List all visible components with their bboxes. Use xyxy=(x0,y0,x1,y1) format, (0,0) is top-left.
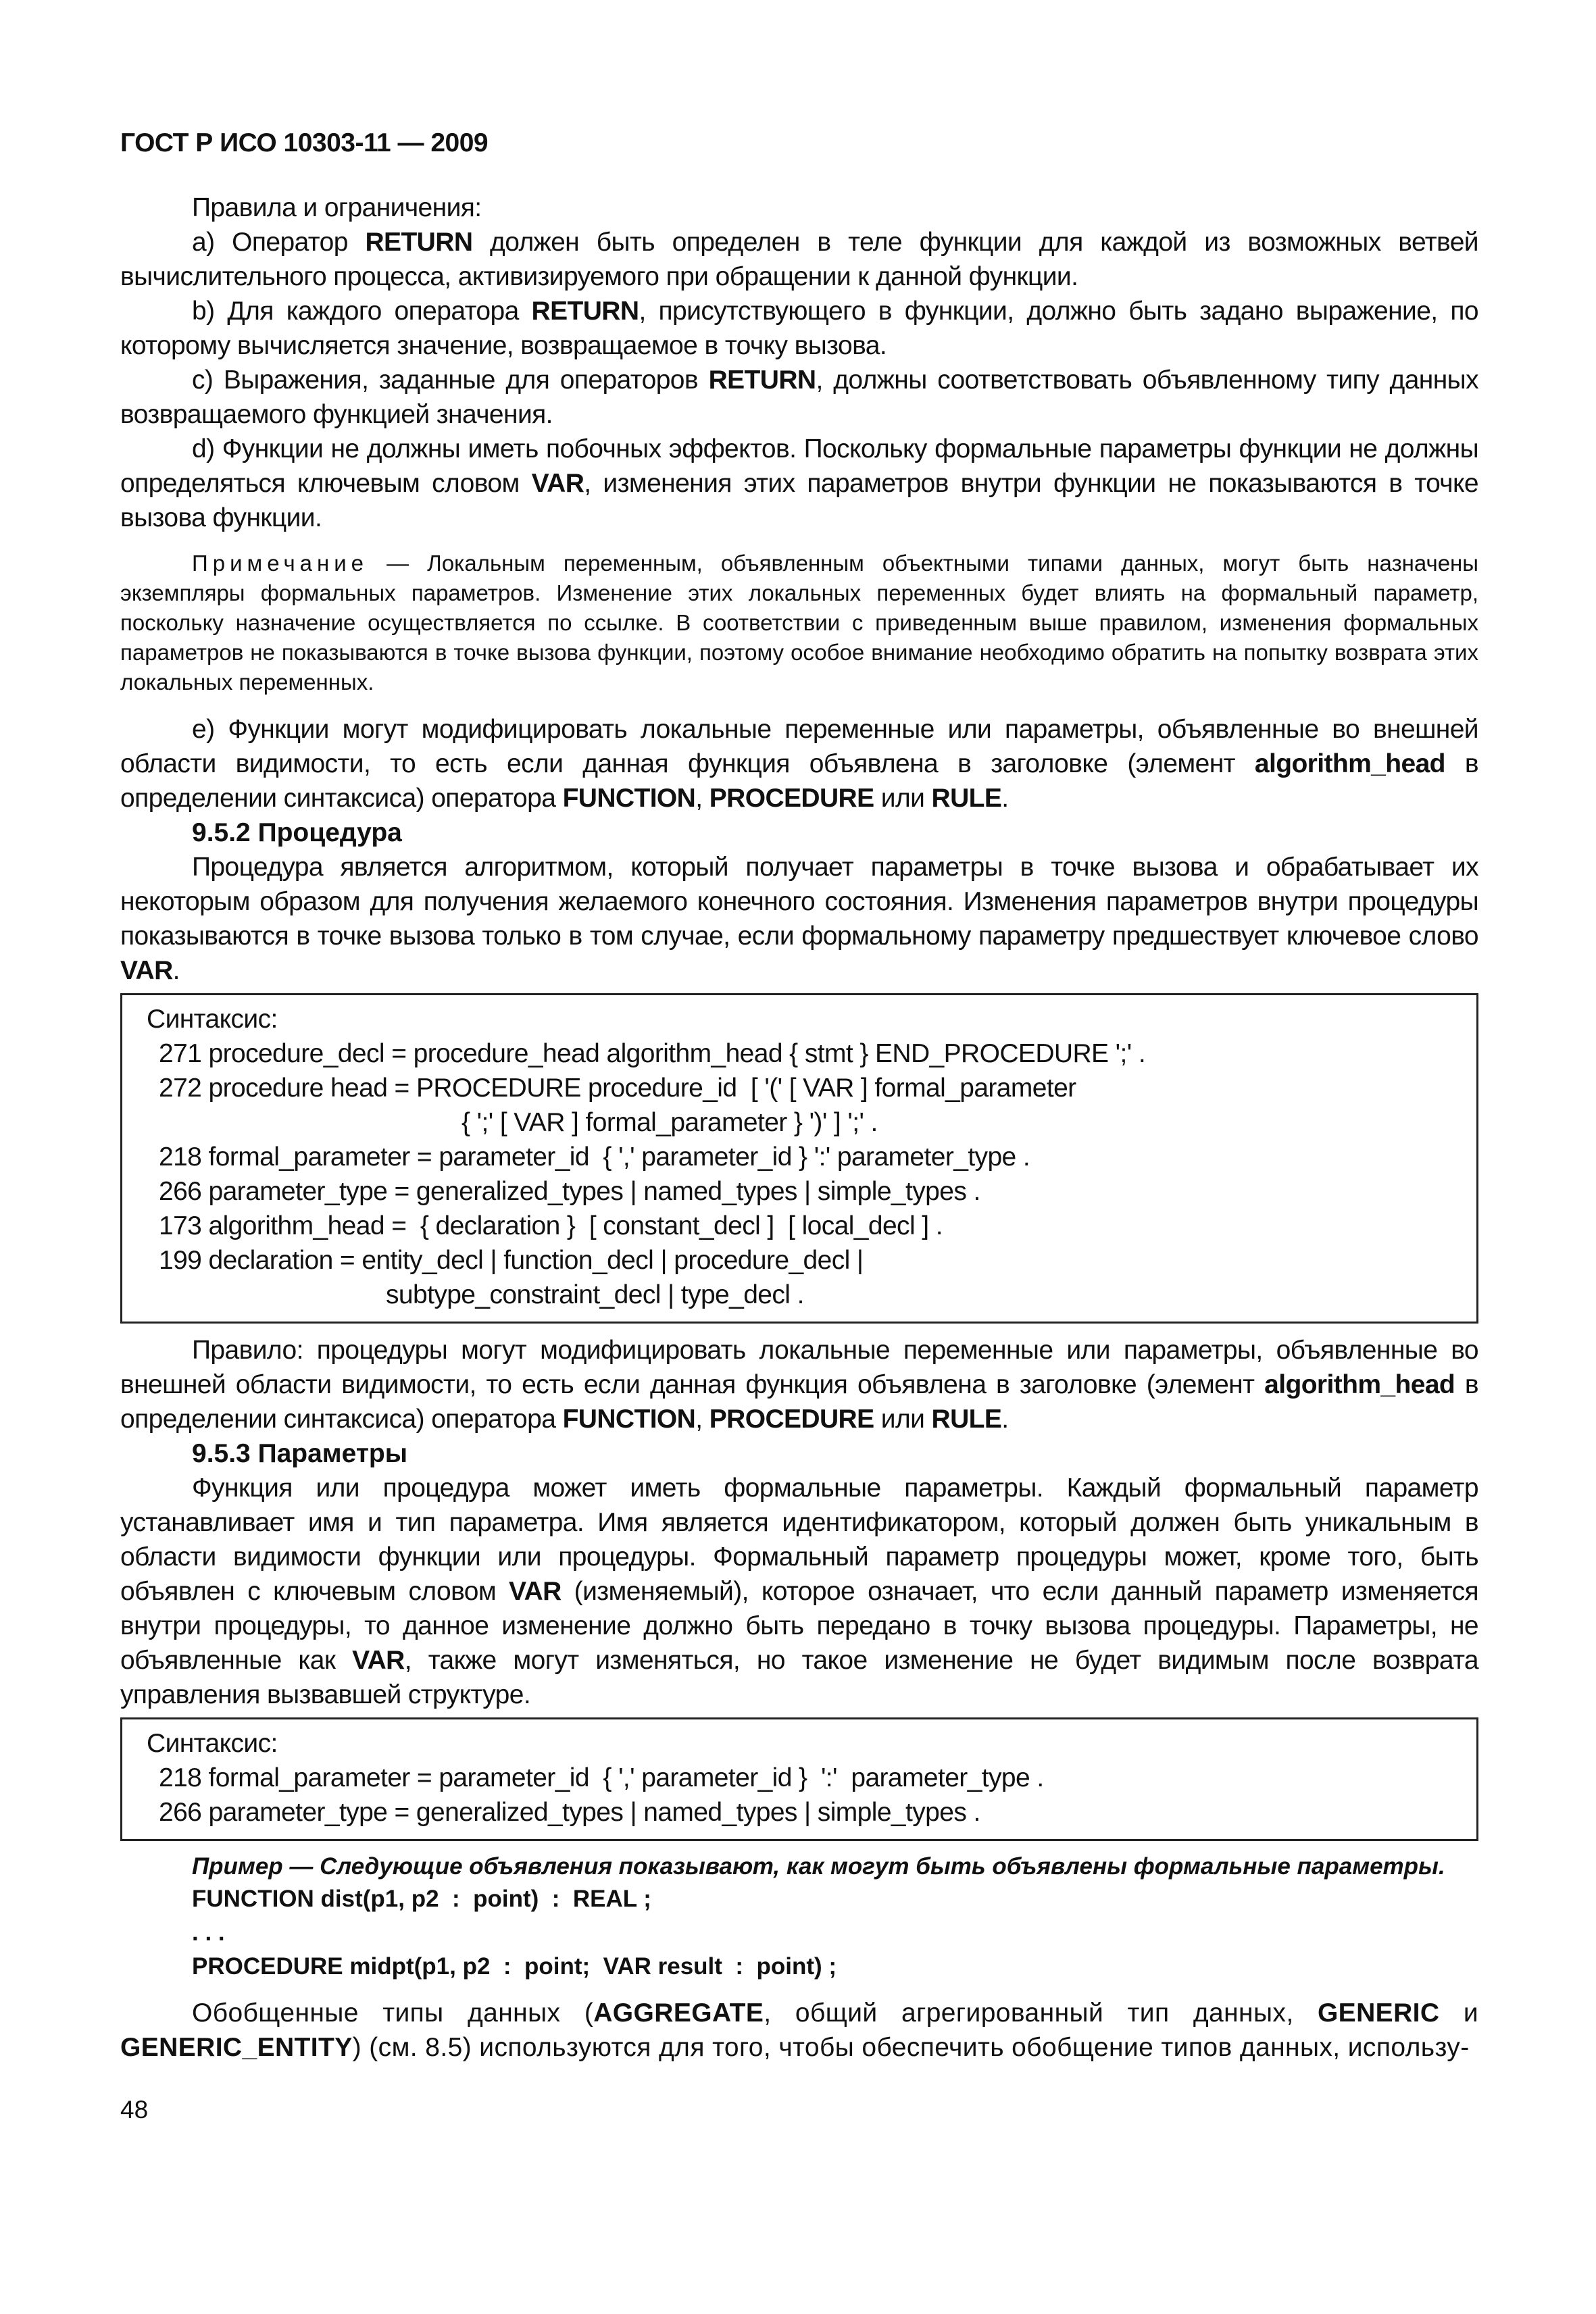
syntax-line: 272 procedure head = PROCEDURE procedure_id [ '(' [ VAR ] formal_parameter xyxy=(159,1074,1076,1103)
keyword-var: VAR xyxy=(352,1646,405,1675)
code-line: . . . xyxy=(192,1919,225,1946)
text-run: , изменения этих параметров внутри функции не показываются в точке вызова функции. xyxy=(120,469,1479,532)
note-paragraph xyxy=(120,549,1478,697)
syntax-line: 173 algorithm_head = { declaration } [ constant_decl ] [ local_decl ] . xyxy=(159,1211,943,1240)
section-heading-9-5-3: 9.5.3 Параметры xyxy=(192,1439,408,1468)
syntax-title: Синтаксис: xyxy=(147,1729,278,1758)
text-run: , также могут изменяться, но такое изменение не будет видимым после возврата управления вызвавшей структуре. xyxy=(120,1646,1479,1709)
text-run: d) Функции не должны иметь побочных эффектов. Поскольку формальные параметры функции не должны определяться ключевым словом xyxy=(120,434,1478,498)
generic-types-paragraph xyxy=(120,1996,1478,2065)
syntax-title: Синтаксис: xyxy=(147,1005,278,1034)
text-run: . xyxy=(1001,784,1009,813)
keyword: GENERIC xyxy=(1317,1998,1440,2028)
document-header: ГОСТ Р ИСО 10303-11 — 2009 xyxy=(120,128,489,157)
code-line: PROCEDURE midpt(p1, p2 : point; VAR result : point) ; xyxy=(192,1953,837,1980)
text-run: , общий агрегированный тип данных, xyxy=(764,1998,1318,2028)
text-run: должен быть определен в теле функции для каждой из возможных ветвей вычислительного процесса, активизируемого при обращении к данной функции. xyxy=(120,228,1478,291)
text-run: в определении синтаксиса) оператора xyxy=(120,749,1479,813)
page-content xyxy=(120,128,1478,2065)
keyword-return: RETURN xyxy=(531,297,639,326)
syntax-box-procedure xyxy=(120,993,1478,1324)
rule-d xyxy=(120,432,1478,535)
syntax-line: 218 formal_parameter = parameter_id { ',' parameter_id } ':' parameter_type . xyxy=(159,1142,1030,1172)
text-run: в определении синтаксиса) оператора xyxy=(120,1370,1479,1434)
text-run: ) (см. 8.5) используются для того, чтобы обеспечить обобщение типов данных, использу- xyxy=(352,2033,1470,2062)
text-run: и xyxy=(1439,1998,1479,2028)
keyword-var: VAR xyxy=(509,1577,562,1606)
text-run: Правило: процедуры могут модифицировать локальные переменные или параметры, объявленные во внешней области видимости, то есть если данная функция объявлена в заголовке (элемент xyxy=(120,1336,1478,1399)
keyword: RULE xyxy=(931,1405,1002,1434)
text-run: (изменяемый), которое означает, что если данный параметр изменяется внутри процедуры, то данное изменение должно быть передано в точку вызова процедуры. Параметры, не объявленные как xyxy=(120,1577,1478,1675)
syntax-line: { ';' [ VAR ] formal_parameter } ')' ] ';' . xyxy=(462,1108,878,1137)
keyword: AGGREGATE xyxy=(593,1998,764,2028)
syntax-line: 266 parameter_type = generalized_types | named_types | simple_types . xyxy=(159,1798,980,1827)
syntax-line: 266 parameter_type = generalized_types | named_types | simple_types . xyxy=(159,1177,980,1206)
rule-e xyxy=(120,712,1478,815)
code-line: FUNCTION dist(p1, p2 : point) : REAL ; xyxy=(192,1886,651,1912)
section-953-body xyxy=(120,1471,1478,1712)
keyword: algorithm_head xyxy=(1264,1370,1455,1399)
rule-a xyxy=(120,225,1478,294)
text-run: Обобщенные типы данных ( xyxy=(192,1998,594,2028)
text-run: a) Оператор xyxy=(192,228,366,257)
syntax-line: subtype_constraint_decl | type_decl . xyxy=(386,1280,804,1309)
keyword-var: VAR xyxy=(531,469,584,498)
rule-b xyxy=(120,294,1478,363)
syntax-line: 271 procedure_decl = procedure_head algorithm_head { stmt } END_PROCEDURE ';' . xyxy=(159,1039,1146,1068)
keyword: FUNCTION xyxy=(562,784,696,813)
text-run: c) Выражения, заданные для операторов xyxy=(192,366,709,395)
text-run: b) Для каждого оператора xyxy=(192,297,532,326)
syntax-line: 218 formal_parameter = parameter_id { ',' parameter_id } ':' parameter_type . xyxy=(159,1763,1044,1792)
page-number: 48 xyxy=(120,2096,149,2123)
text-run: Функция или процедура может иметь формальные параметры. Каждый формальный параметр устанавливает имя и тип параметра. Имя является идентификатором, который должен быть уникальным в области видимости функции или процедуры. Формальный параметр процедуры может, кроме того, быть объявлен с ключевым словом xyxy=(120,1474,1478,1606)
keyword: PROCEDURE xyxy=(709,784,874,813)
note-text: — Локальным переменным, объявленным объектными типами данных, могут быть назначены экземпляры формальных параметров. Изменение этих локальных переменных будет влиять на формальный параметр, поскольку назначение осуществляется по ссылке. В соответствии с приведенным выше правилом, изменения формальных параметров не показываются в точке вызова функции, поэтому особое внимание необходимо обратить на попытку возврата этих локальных переменных. xyxy=(120,551,1478,695)
keyword: algorithm_head xyxy=(1254,749,1445,778)
keyword: FUNCTION xyxy=(562,1405,696,1434)
syntax-box-parameters xyxy=(120,1717,1478,1841)
text-run: , xyxy=(695,1405,709,1434)
keyword: GENERIC_ENTITY xyxy=(120,2033,353,2062)
text-run: . xyxy=(172,956,180,985)
note-label: Примечание xyxy=(192,551,369,576)
rule-c xyxy=(120,363,1478,432)
example-paragraph: Пример — Следующие объявления показывают, как могут быть объявлены формальные параметры. xyxy=(192,1853,1445,1880)
text-run: , xyxy=(695,784,709,813)
keyword-return: RETURN xyxy=(708,366,816,395)
text-run: , должны соответствовать объявленному типу данных возвращаемого функцией значения. xyxy=(120,366,1478,429)
section-952-body xyxy=(120,850,1478,988)
keyword-return: RETURN xyxy=(365,228,473,257)
text-run: или xyxy=(874,784,932,813)
keyword: PROCEDURE xyxy=(709,1405,874,1434)
procedure-rule xyxy=(120,1333,1478,1436)
text-run: Процедура является алгоритмом, который получает параметры в точке вызова и обрабатывает их некоторым образом для получения желаемого конечного состояния. Изменения параметров внутри процедуры показываются в точке вызова только в том случае, если формальному параметру предшествует ключевое слово xyxy=(120,853,1478,951)
rules-intro: Правила и ограничения: xyxy=(192,193,482,222)
keyword: RULE xyxy=(931,784,1002,813)
text-run: или xyxy=(874,1405,932,1434)
text-run: e) Функции могут модифицировать локальные переменные или параметры, объявленные во внешней области видимости, то есть если данная функция объявлена в заголовке (элемент xyxy=(120,715,1478,778)
text-run: , присутствующего в функции, должно быть задано выражение, по которому вычисляется значение, возвращаемое в точку вызова. xyxy=(120,297,1478,360)
section-heading-9-5-2: 9.5.2 Процедура xyxy=(192,818,402,847)
text-run: . xyxy=(1001,1405,1009,1434)
keyword-var: VAR xyxy=(120,956,173,985)
syntax-line: 199 declaration = entity_decl | function_decl | procedure_decl | xyxy=(159,1246,864,1275)
